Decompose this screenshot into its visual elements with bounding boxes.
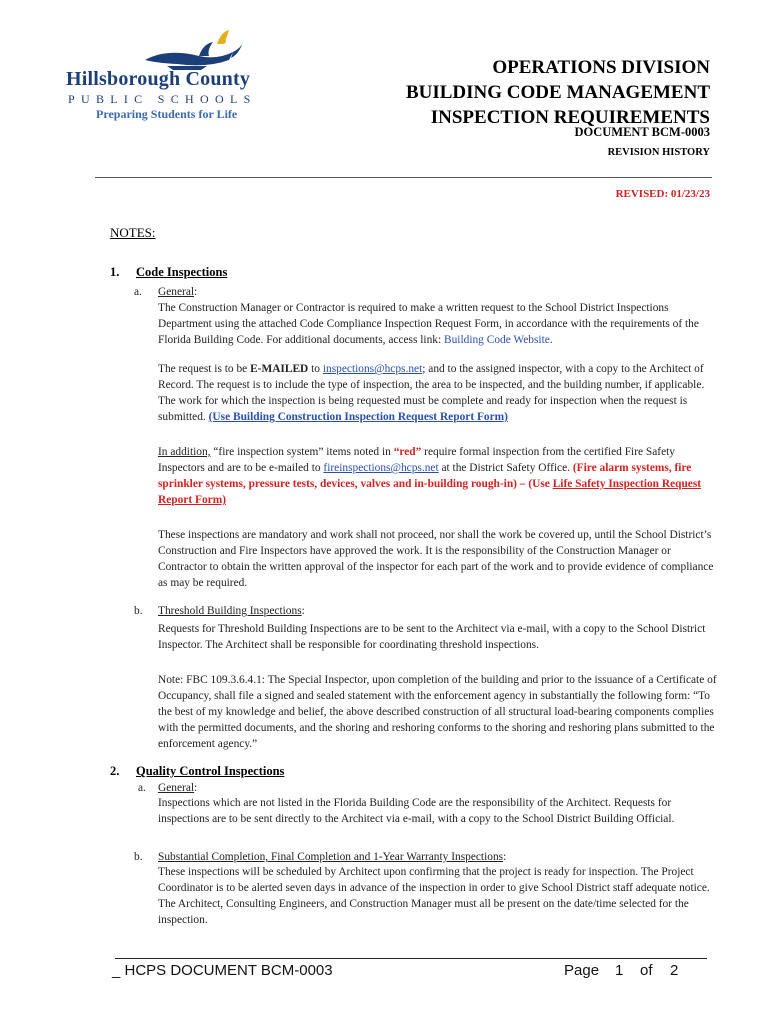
section-2a-paragraph-1: Inspections which are not listed in the Florida Building Code are the responsibility of the Architect. Requests for inspections are to be sent directly to the Architect via e-mail, with a copy to the School District Building Official.	[158, 797, 675, 825]
footer-page-number: 1	[615, 962, 624, 979]
logo-tagline: Preparing Students for Life	[96, 107, 238, 121]
section-1a-paragraph-4: These inspections are mandatory and work shall not proceed, nor shall the work be covered up, until the School District’s Construction and Fire Inspectors have approved the work. It is the responsibility of the Construction Manager or Contractor to obtain the written approval of the inspector for each part of the work and to provide evidence of compliance as may be required.	[158, 529, 714, 589]
revision-history-label: REVISION HISTORY	[607, 147, 710, 158]
section-2a-heading: General:	[158, 782, 198, 794]
footer-page-label: Page	[564, 962, 600, 979]
building-code-website-link[interactable]: Building Code Website.	[444, 334, 553, 346]
section-2a-letter: a.	[138, 782, 146, 794]
section-1a-paragraph-2: The request is to be E-MAILED to inspections@hcps.net; and to the assigned inspector, with a copy to the Architect of Record. The request is to include the type of inspection, the area to be inspected, and the building number, if applicable. The work for which the inspection is being requested must be complete and ready for inspection when the request is submitted. (Use Building Construction Inspection Request Report Form)	[158, 363, 705, 423]
life-safety-form-link[interactable]: Life Safety Inspection Request Report Form)	[158, 478, 702, 506]
section-1a-paragraph-1: The Construction Manager or Contractor is required to make a written request to the School District Inspections Department using the attached Code Compliance Inspection Request Form, in accordance with the requirements of the Florida Building Code. For additional documents, access link: Building Code Website.	[158, 302, 699, 346]
notes-heading: NOTES:	[110, 225, 156, 240]
section-1b-paragraph-2: Note: FBC 109.3.6.4.1: The Special Inspector, upon completion of the building and prior to the issuance of a Certificate of Occupancy, shall file a signed and sealed statement with the enforcement agency in substantially the following form: “To the best of my knowledge and belief, the above described construction of all structural load-bearing components complies with the permitted documents, and the shoring and reshoring conforms to the shoring and reshoring plans submitted to the enforcement agency.”	[158, 674, 717, 750]
title-line-2: BUILDING CODE MANAGEMENT	[405, 82, 710, 103]
lamp-of-learning-icon	[137, 30, 247, 72]
header-divider	[95, 177, 712, 178]
title-line-1: OPERATIONS DIVISION	[492, 57, 710, 78]
inspections-email-link[interactable]: inspections@hcps.net	[322, 363, 423, 375]
section-1b-paragraph-1: Requests for Threshold Building Inspections are to be sent to the Architect via e-mail, with a copy to the School District Inspector. The Architect shall be responsible for coordinating threshold inspections.	[158, 623, 706, 651]
logo-public-schools: PUBLIC SCHOOLS	[68, 92, 257, 106]
section-1b-heading: Threshold Building Inspections:	[158, 605, 305, 617]
footer-document-id: _ HCPS DOCUMENT BCM-0003	[112, 962, 333, 979]
section-2b-letter: b.	[134, 851, 143, 863]
fire-inspections-email-link[interactable]: fireinspections@hcps.net	[323, 462, 439, 474]
section-1b-letter: b.	[134, 605, 143, 617]
footer-of-label: of	[640, 962, 653, 979]
section-1-title: Code Inspections	[136, 265, 228, 279]
footer-page-total: 2	[670, 962, 679, 979]
revised-date: REVISED: 01/23/23	[615, 188, 710, 200]
section-1a-paragraph-3: In addition, “fire inspection system” items noted in “red” require formal inspection from the certified Fire Safety Inspectors and are to be e-mailed to fireinspections@hcps.net at the District Safety Office. (Fire alarm systems, fire sprinkler systems, pressure tests, devices, valves and in-building rough-in) – (Use Life Safety Inspection Request Report Form)	[158, 446, 702, 506]
district-logo	[62, 30, 277, 125]
section-2b-paragraph-1: These inspections will be scheduled by Architect upon confirming that the project is ready for inspection. The Project Coordinator is to be alerted seven days in advance of the inspection in order to give School District staff adequate notice. The Architect, Consulting Engineers, and Construction Manager must all be present on the date/time selected for the inspection.	[158, 866, 710, 926]
section-1a-heading: General:	[158, 286, 198, 298]
logo-district-name: Hillsborough County	[66, 68, 251, 90]
title-line-3: INSPECTION REQUIREMENTS	[430, 107, 710, 128]
section-1-number: 1.	[110, 265, 120, 279]
section-1a-letter: a.	[134, 286, 142, 298]
section-2-title: Quality Control Inspections	[136, 764, 285, 778]
section-2-number: 2.	[110, 764, 120, 778]
section-2b-heading: Substantial Completion, Final Completion and 1-Year Warranty Inspections:	[158, 851, 507, 863]
document-number: DOCUMENT BCM-0003	[574, 125, 710, 139]
inspection-request-form-link[interactable]: (Use Building Construction Inspection Request Report Form)	[208, 411, 508, 423]
document-title	[406, 55, 710, 130]
footer-divider	[115, 958, 707, 959]
